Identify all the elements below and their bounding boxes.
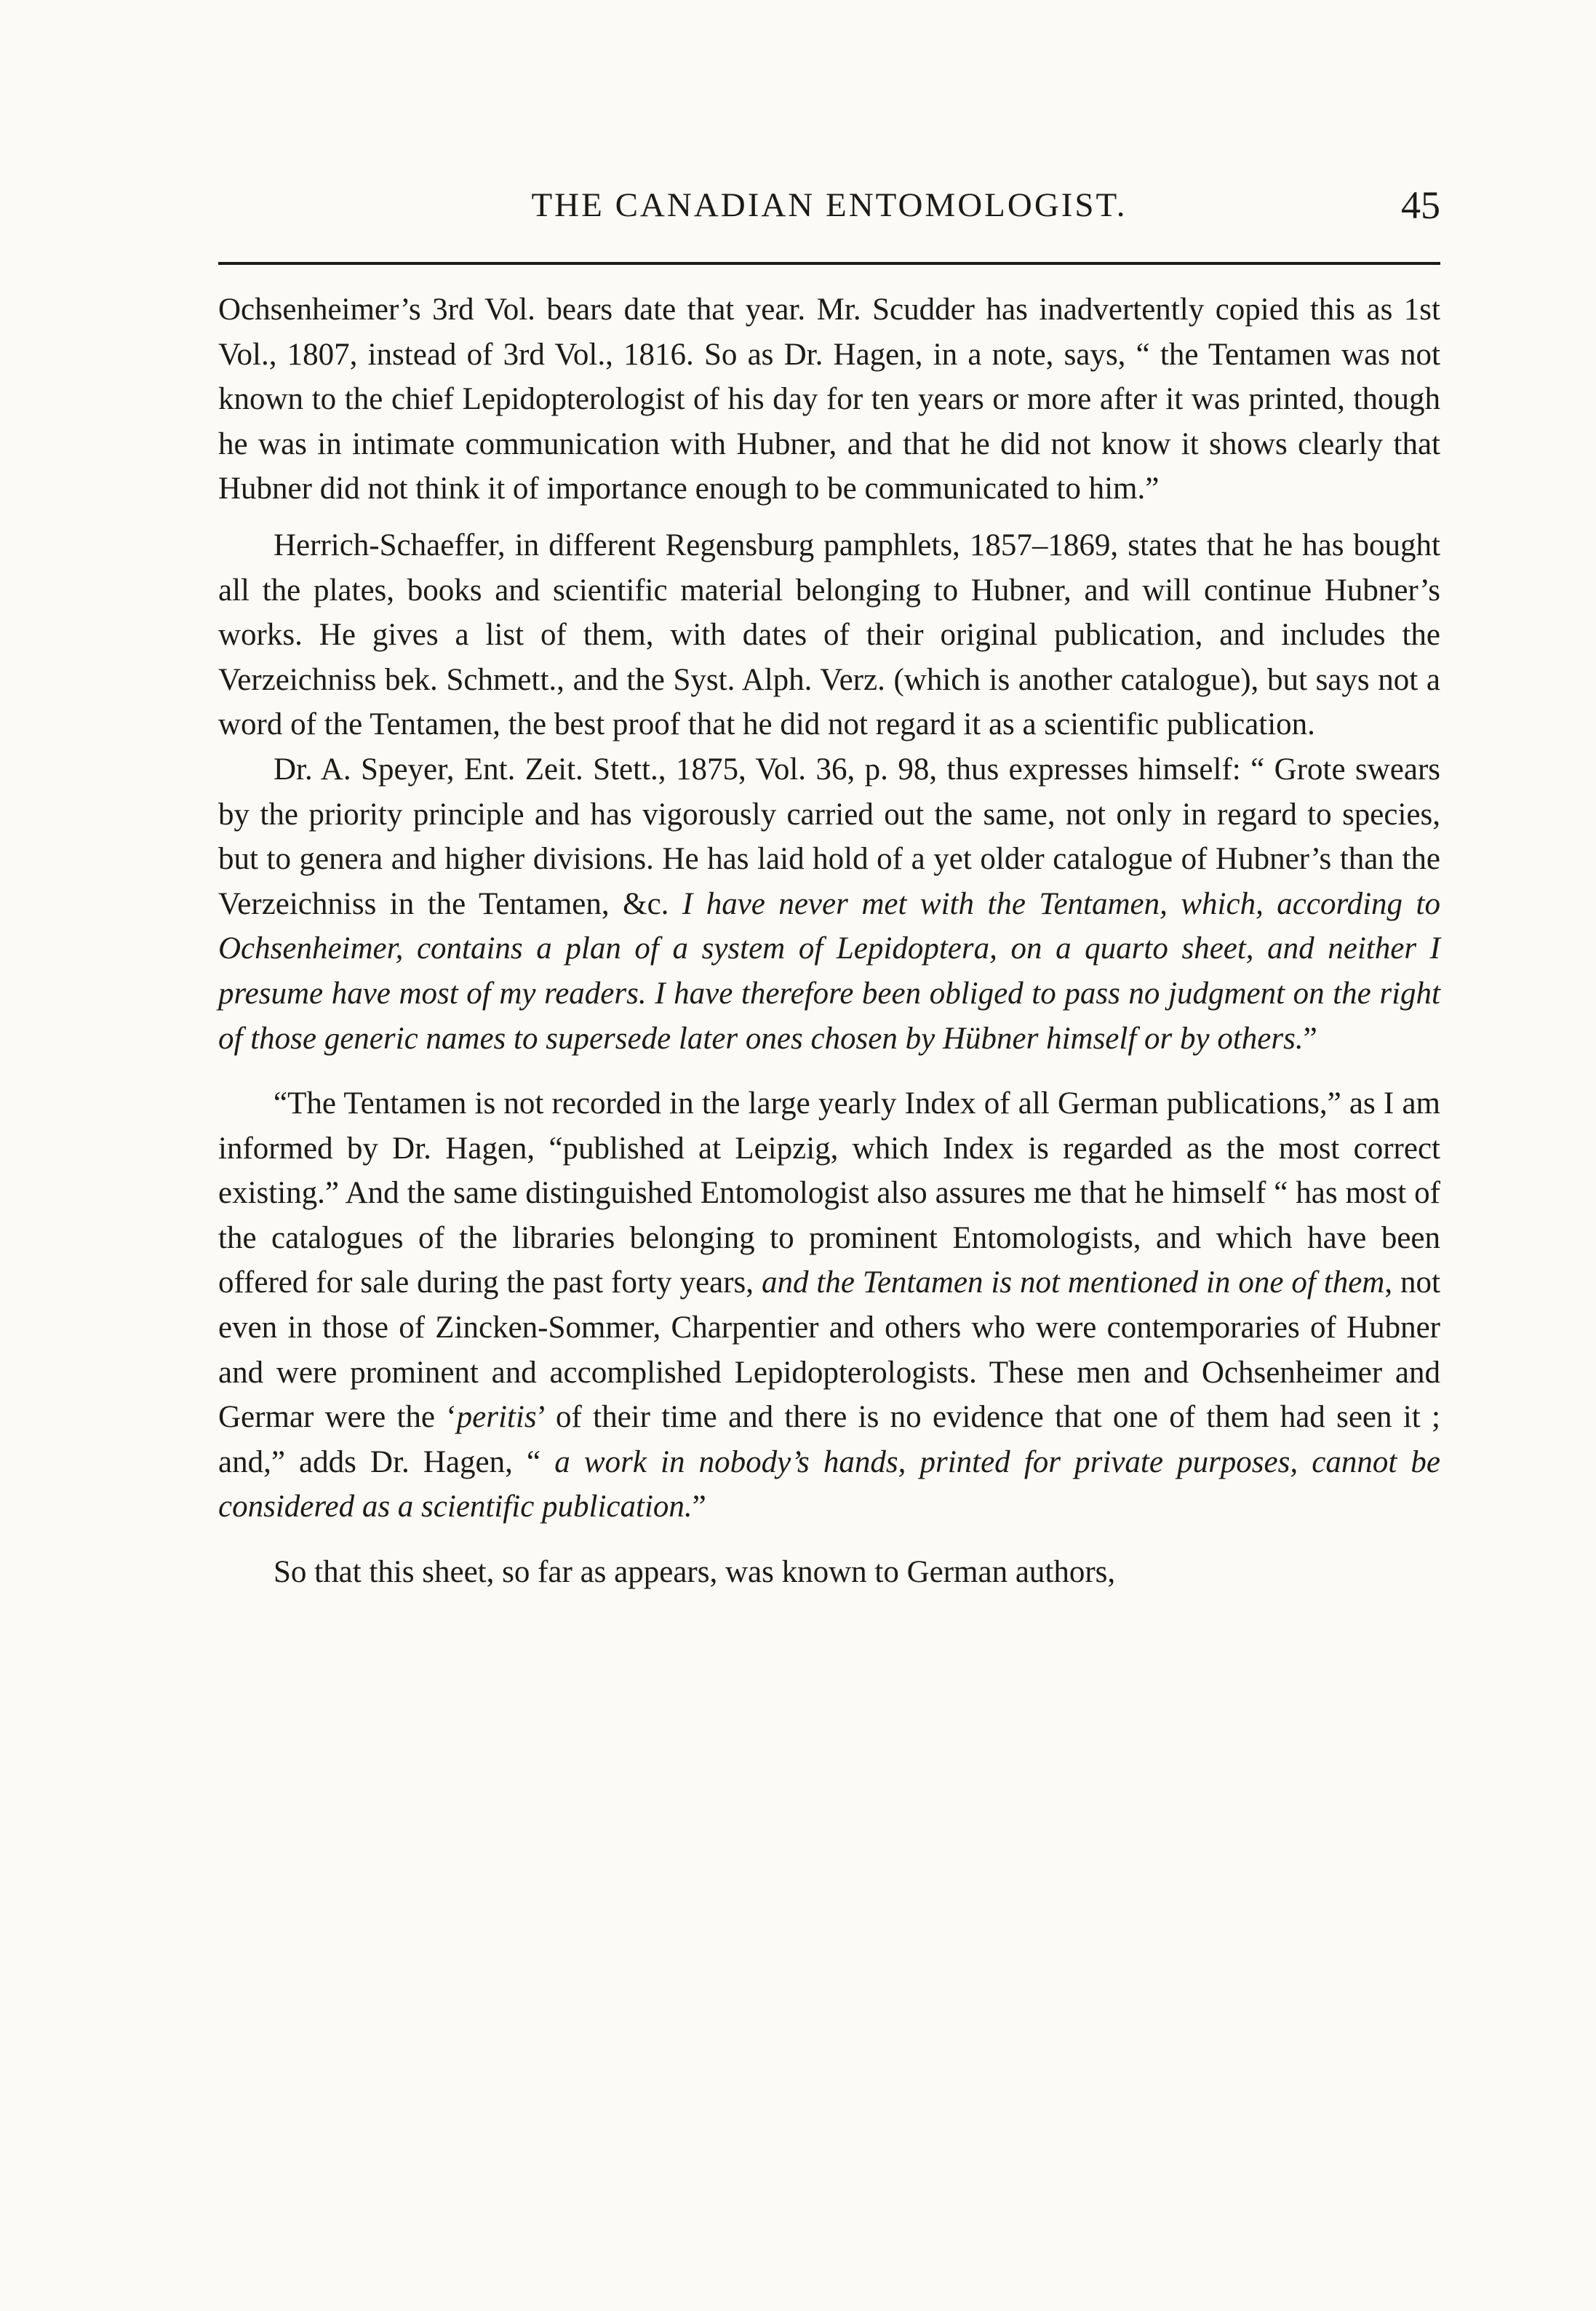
paragraph-2	[218, 523, 1440, 747]
paragraph-3-italic-quote: I have never met with the Tentamen, which, according to Ochsenheimer, contains a plan of a system of Lepidoptera, on a quarto sheet, and neither I presume have most of my readers. I have therefore been obliged to pass no judgment on the right of those generic names to supersede later ones chosen by Hübner himself or by others.	[218, 886, 1440, 1056]
page-number: 45	[1401, 183, 1440, 227]
paragraph-4-close-quote: ”	[692, 1489, 706, 1524]
paragraph-4-italic-2: peritis	[456, 1400, 537, 1435]
paragraph-1	[218, 287, 1440, 512]
paragraph-4-text-b: , not even in those of Zincken-Sommer, Charpentier and others who were contemporaries of Hubner and were prominent and accomplished Lepidopterologists. These men and Ochsenheimer and Germar were the ‘	[218, 1265, 1440, 1435]
header-rule	[218, 262, 1440, 265]
paragraph-4-italic-3: a work in nobody’s hands, printed for private purposes, cannot be considered as a scientific publication.	[218, 1444, 1440, 1524]
paragraph-1-text: Ochsenheimer’s 3rd Vol. bears date that year. Mr. Scudder has inadvertently copied this as 1st Vol., 1807, instead of 3rd Vol., 1816. So as Dr. Hagen, in a note, says, “ the Tentamen was not known to the chief Lepidopterologist of his day for ten years or more after it was printed, though he was in intimate communication with Hubner, and that he did not know it shows clearly that Hubner did not think it of importance enough to be communicated to him.”	[218, 293, 1440, 506]
paragraph-4-text-c: ’ of their time and there is no evidence that one of them had seen it ; and,” adds Dr. Hagen, “	[218, 1400, 1440, 1479]
paragraph-4	[218, 1081, 1440, 1530]
paragraph-3-close-quote: ”	[1303, 1021, 1317, 1056]
paragraph-3-text: Dr. A. Speyer, Ent. Zeit. Stett., 1875, Vol. 36, p. 98, thus expresses himself: “ Grote swears by the priority principle and has vigorously carried out the same, not only in regard to species, but to genera and higher divisions. He has laid hold of a yet older catalogue of Hubner’s than the Verzeichniss in the Tentamen, &c.	[218, 752, 1440, 921]
paragraph-4-italic-1: and the Tentamen is not mentioned in one of them	[761, 1265, 1385, 1300]
paragraph-5-text: So that this sheet, so far as appears, was known to German authors,	[274, 1555, 1116, 1590]
running-title: THE CANADIAN ENTOMOLOGIST.	[531, 186, 1128, 224]
paragraph-4-text-a: “The Tentamen is not recorded in the large yearly Index of all German publications,” as I am informed by Dr. Hagen, “published at Leipzig, which Index is regarded as the most correct existing.” And the same distinguished Entomologist also assures me that he himself “ has most of the catalogues of the libraries belonging to prominent Entomologists, and which have been offered for sale during the past forty years,	[218, 1086, 1440, 1300]
body-text	[218, 287, 1440, 1595]
paragraph-2-text: Herrich-Schaeffer, in different Regensburg pamphlets, 1857–1869, states that he has bought all the plates, books and scientific material belonging to Hubner, and will continue Hubner’s works. He gives a list of them, with dates of their original publication, and includes the Verzeichniss bek. Schmett., and the Syst. Alph. Verz. (which is another catalogue), but says not a word of the Tentamen, the best proof that he did not regard it as a scientific publication.	[218, 528, 1440, 742]
paragraph-3	[218, 747, 1440, 1061]
paragraph-5	[218, 1550, 1440, 1595]
page-header	[218, 183, 1440, 236]
